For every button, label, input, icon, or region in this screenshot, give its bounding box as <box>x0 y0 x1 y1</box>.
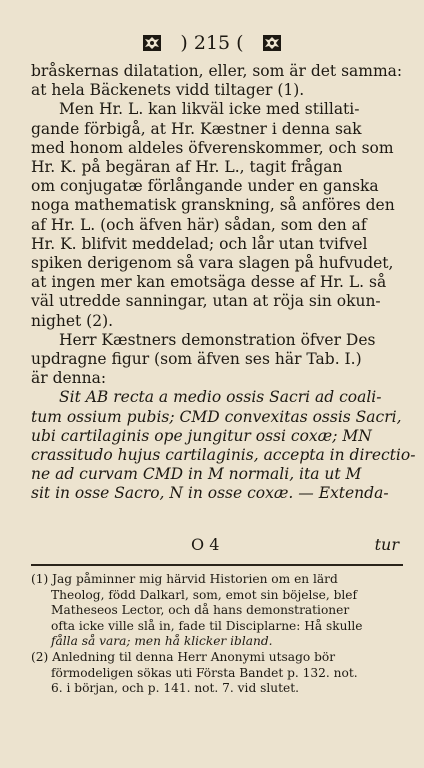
footnote-divider <box>31 564 403 566</box>
text-line: nighet (2). <box>31 311 114 330</box>
printers-ornament-icon <box>262 34 282 52</box>
latin-quote-line: ubi cartilaginis ope jungitur ossi coxæ; MN <box>31 426 372 445</box>
text-line: updragne figur (som äfven ses här Tab. I.) <box>31 350 362 369</box>
text-line: at hela Bäckenets vidd tiltager (1). <box>31 81 305 100</box>
text-line: Herr Kæstners demonstration öfver Des <box>59 330 376 349</box>
text-line: noga mathematisk granskning, så anföres den <box>31 196 395 215</box>
text-line: väl utredde sanningar, utan at röja sin okun- <box>31 292 381 311</box>
page-number: ) 215 ( <box>180 32 244 54</box>
footnote-line: (1) Jag påminner mig härvid Historien om en lärd <box>31 572 338 586</box>
footnote-line: fålla så vara; men hå klicker ibland. <box>51 634 273 649</box>
footnote-line: 6. i början, och p. 141. not. 7. vid slutet. <box>51 681 300 696</box>
footnote-line: Matheseos Lector, och då hans demonstrationer <box>51 603 350 618</box>
footnote-line: ofta icke ville slå in, fade til Disciplarne: Hå skulle <box>51 618 363 633</box>
latin-quote-line: Sit AB recta a medio ossis Sacri ad coali- <box>59 388 382 407</box>
latin-quote-line: sit in osse Sacro, N in osse coxæ. — Extenda- <box>31 484 389 503</box>
text-line: spiken derigenom så vara slagen på hufvudet, <box>31 254 394 273</box>
text-line: gande förbigå, at Hr. Kæstner i denna sak <box>31 119 362 138</box>
text-line: Men Hr. L. kan likväl icke med stillati- <box>59 100 360 119</box>
latin-quote-line: ne ad curvam CMD in M normali, ita ut M <box>31 465 362 484</box>
footnote-line: Theolog, född Dalkarl, som, emot sin böjelse, blef <box>51 587 358 602</box>
text-line: af Hr. L. (och äfven här) sådan, som den af <box>31 215 367 234</box>
main-text <box>31 62 416 504</box>
text-line: Hr. K. blifvit meddelad; och lår utan tvifvel <box>31 234 368 253</box>
signature-mark: O 4 <box>191 535 220 554</box>
footnote-line: förmodeligen sökas uti Första Bandet p. 132. not. <box>51 665 358 680</box>
latin-quote-line: crassitudo hujus cartilaginis, accepta in directio- <box>31 446 416 465</box>
catchword: tur <box>374 535 399 554</box>
footnote-line: (2) Anledning til denna Herr Anonymi utsago bör <box>31 649 336 664</box>
latin-quote-line: tum ossium pubis; CMD convexitas ossis Sacri, <box>31 407 402 426</box>
text-line: Hr. K. på begäran af Hr. L., tagit frågan <box>31 158 343 177</box>
printers-ornament-icon <box>142 34 162 52</box>
text-line: at ingen mer kan emotsäga desse af Hr. L. så <box>31 273 387 292</box>
text-line: om conjugatæ förlångande under en ganska <box>31 177 379 196</box>
text-line: är denna: <box>31 369 107 388</box>
text-line: bråskernas dilatation, eller, som är det samma: <box>31 62 403 80</box>
running-header <box>0 30 424 56</box>
footnotes <box>31 572 403 697</box>
signature-row <box>31 535 403 557</box>
text-line: med honom aldeles öfverenskommer, och som <box>31 138 394 157</box>
